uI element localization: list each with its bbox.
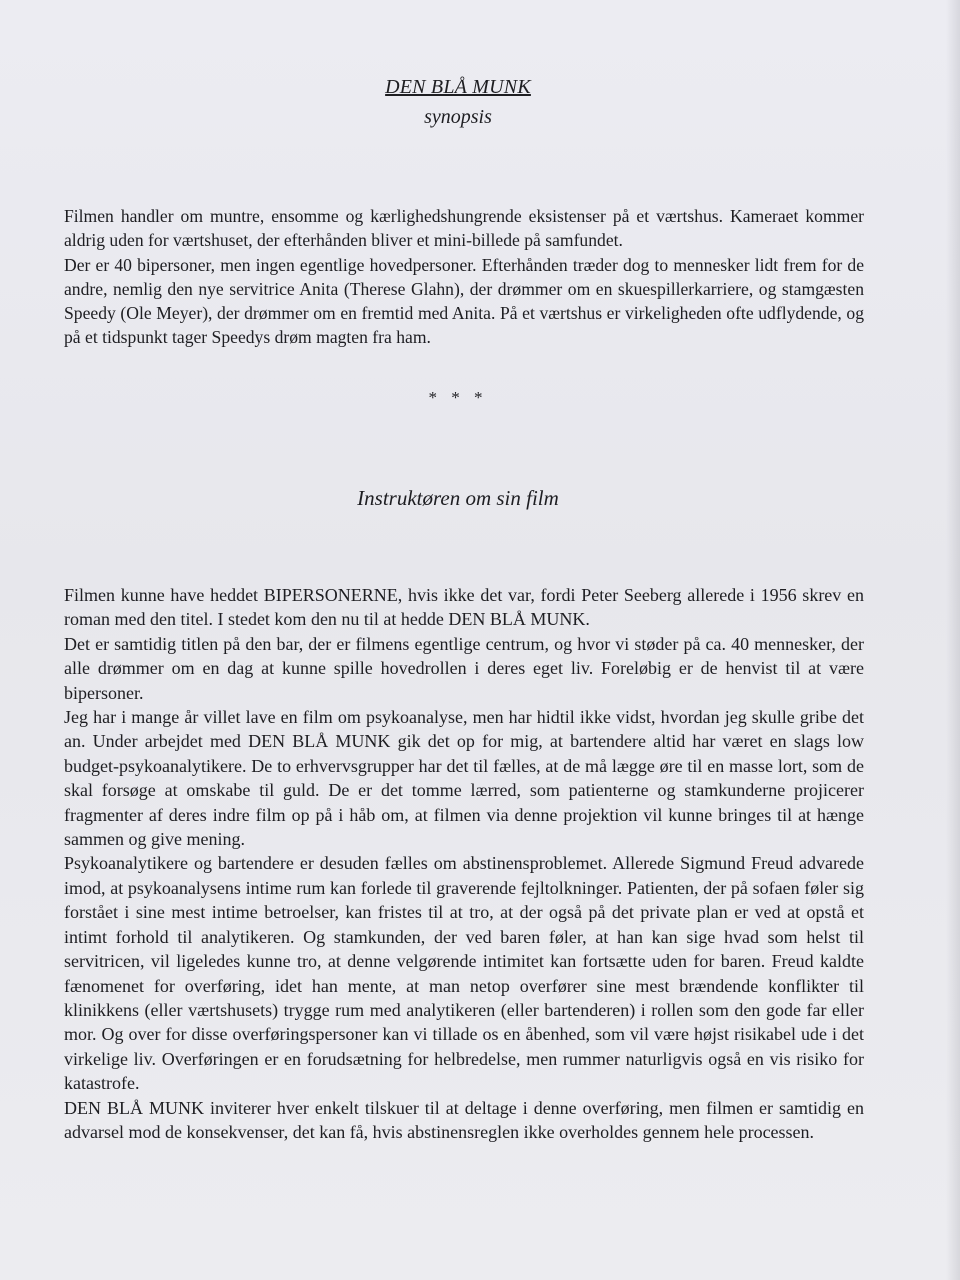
page-edge-shadow: [946, 0, 960, 1280]
section-separator: * * *: [428, 388, 488, 407]
director-paragraph: Jeg har i mange år villet lave en film om psykoanalyse, men har hidtil ikke vidst, hvordan jeg skulle gribe det an. Under arbejdet med DEN BLÅ MUNK gik det op for mig, at bartendere altid har været en slags low budget-psykoanalytikere. De to erhvervsgrupper har det til fælles, at de må lægge øre til en masse lort, som de skal forsøge at omskabe til guld. De er det tomme lærred, som patienterne og stamkunderne projicerer fragmenter af deres indre film op på i håb om, at filmen via denne projektion vil kunne bringes til at hænge sammen og give mening.: [64, 707, 864, 850]
document-subtitle: synopsis: [424, 106, 492, 128]
director-statement-section: [64, 583, 864, 1144]
synopsis-paragraph: Filmen handler om muntre, ensomme og kærlighedshungrende eksistenser på et værtshus. Kameraet kommer aldrig uden for værtshuset, der efterhånden bliver et mini-billede på samfundet.: [64, 206, 864, 251]
director-paragraph: DEN BLÅ MUNK inviterer hver enkelt tilskuer til at deltage i denne overføring, men filmen er samtidig en advarsel mod de konsekvenser, det kan få, hvis abstinensreglen ikke overholdes gennem hele processen.: [64, 1097, 864, 1142]
director-paragraph: Psykoanalytikere og bartendere er desuden fælles om abstinensproblemet. Allerede Sigmund Freud advarede imod, at psykoanalysens intime rum kan forlede til graverende fejltolkninger. Patienten, der på sofaen føler sig forstået i sine mest intime betroelser, kan fristes til at tro, at der også på det private plan er ved at opstå et intimt forhold til analytikeren. Og stamkunden, der ved baren føler, at han kan sige hvad som helst til servitricen, vil ligeledes kunne tro, at denne velgørende intimitet kan fortsætte uden for baren. Freud kaldte fænomenet for overføring, idet han mente, at man netop overfører sine mest brændende konflikter til klinikkens (eller værtshusets) trygge rum med analytikeren (eller bartenderen) i rollen som den gode far eller mor. Og over for disse overføringspersoner kan vi tillade os en åbenhed, som vil være højst risikabel ude i det virkelige liv. Overføringen er en forudsætning for helbredelse, men rummer naturligvis også en vis risiko for katastrofe.: [64, 853, 864, 1094]
synopsis-section: [64, 204, 864, 350]
synopsis-paragraph: Der er 40 bipersoner, men ingen egentlige hovedpersoner. Efterhånden træder dog to mennesker lidt frem for de andre, nemlig den nye servitrice Anita (Therese Glahn), der drømmer om en skuespillerkarriere, og stamgæsten Speedy (Ole Meyer), der drømmer om en fremtid med Anita. På et værtshus er virkeligheden ofte udflydende, og på et tidspunkt tager Speedys drøm magten fra ham.: [64, 254, 864, 348]
director-paragraph: Det er samtidig titlen på den bar, der er filmens egentlige centrum, og hvor vi støder på ca. 40 mennesker, der alle drømmer om en dag at kunne spille hovedrollen i deres eget liv. Foreløbig er de henvist til at være bipersoner.: [64, 633, 864, 703]
director-paragraph: Filmen kunne have heddet BIPERSONERNE, hvis ikke det var, fordi Peter Seeberg allerede i 1956 skrev en roman med den titel. I stedet kom den nu til at hedde DEN BLÅ MUNK.: [64, 585, 864, 630]
document-title: DEN BLÅ MUNK: [385, 76, 531, 98]
section-heading: Instruktøren om sin film: [357, 486, 559, 510]
